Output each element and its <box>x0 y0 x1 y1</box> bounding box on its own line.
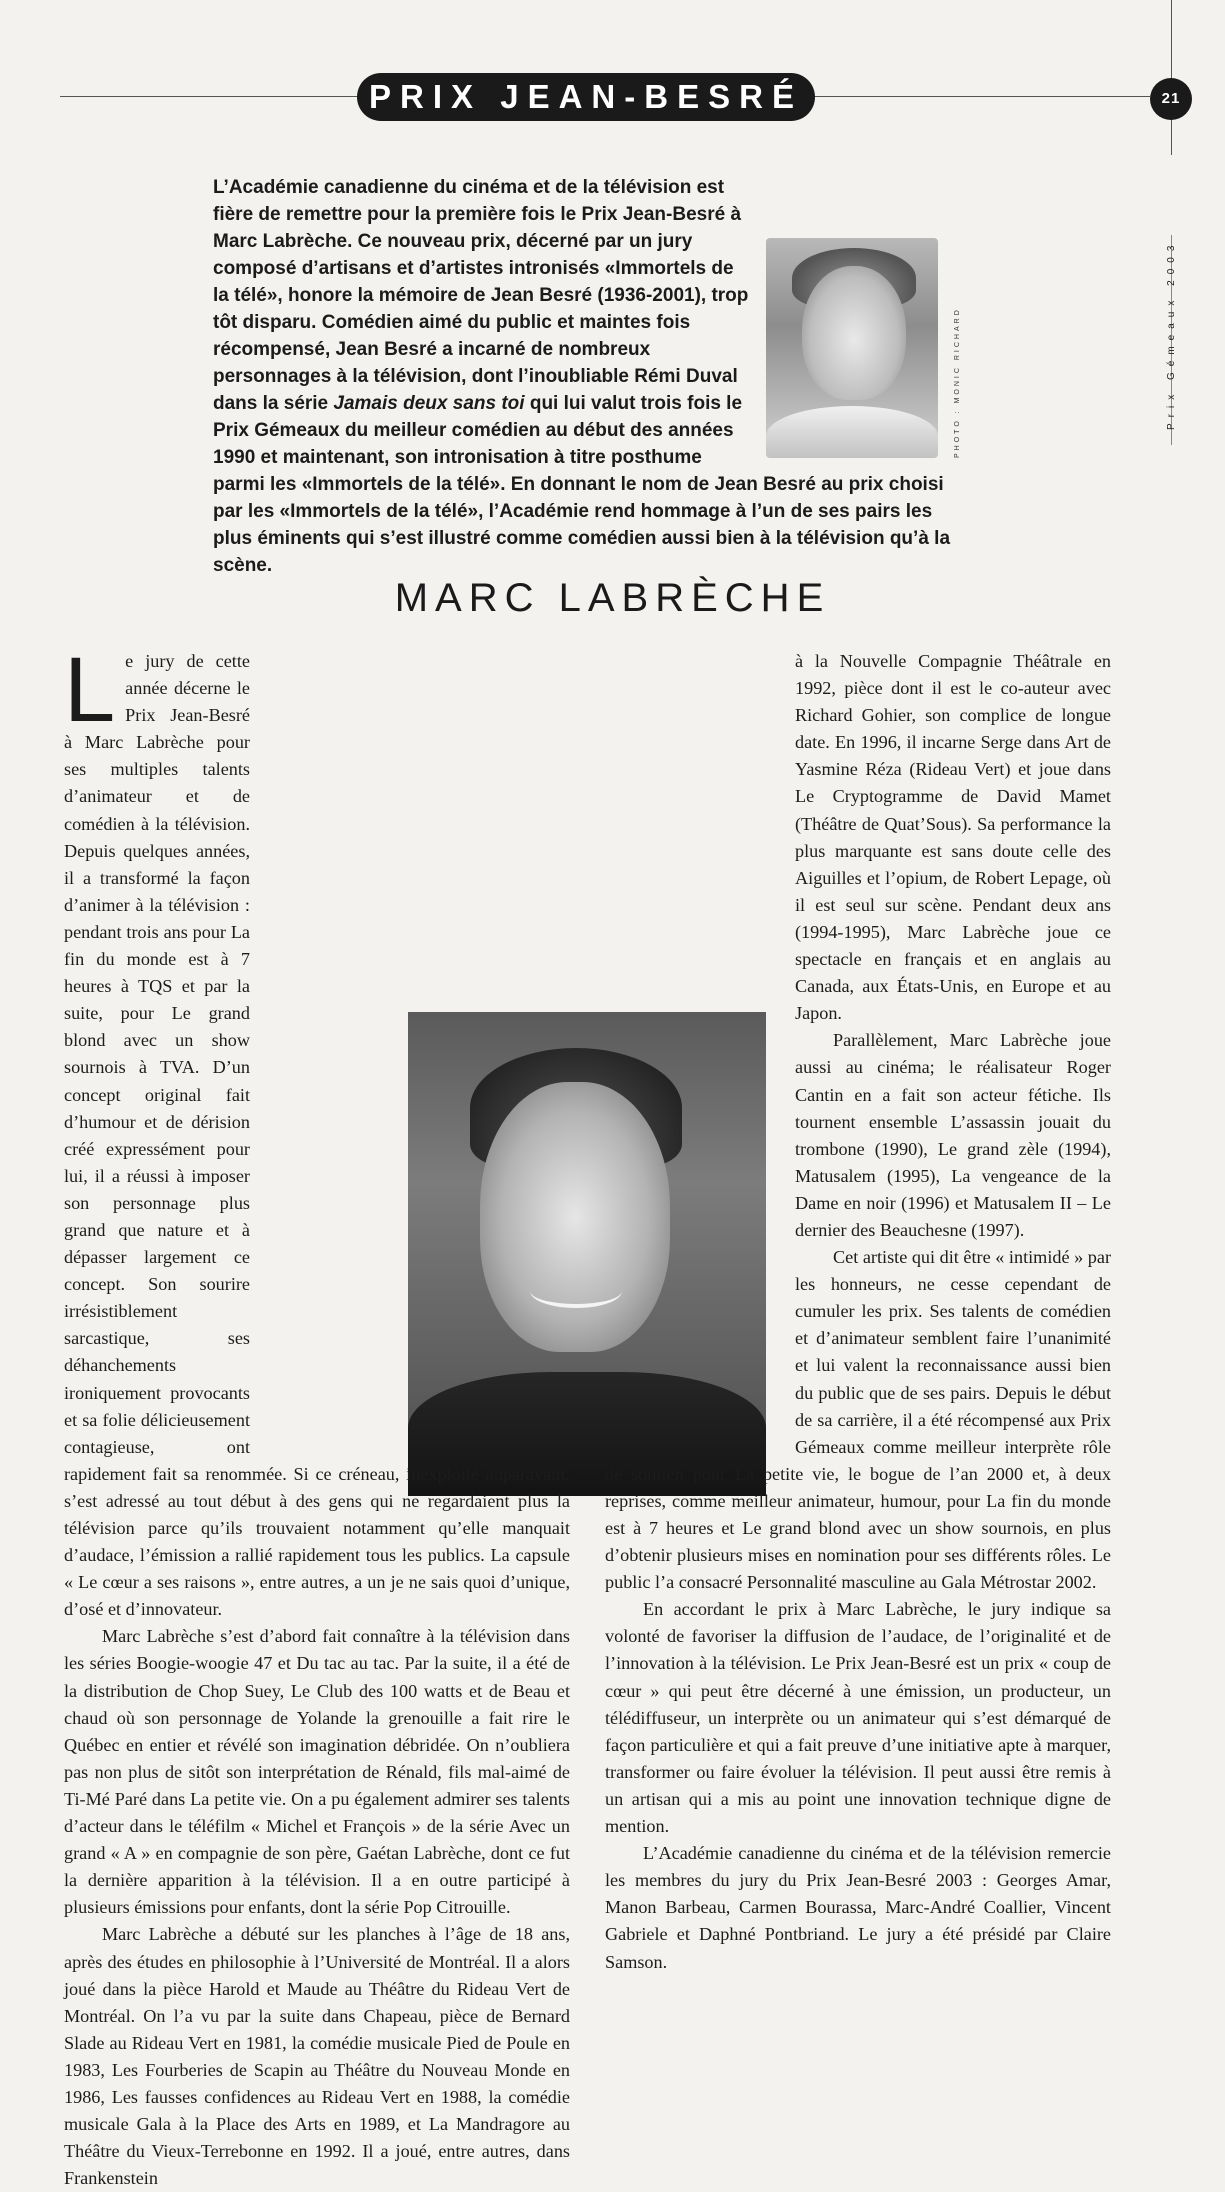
intro-paragraph <box>213 174 961 579</box>
header-rule-left <box>60 96 360 97</box>
article-paragraph: En accordant le prix à Marc Labrèche, le jury indique sa volonté de favoriser la diffusion de l’audace, de l’originalité et de l’innovation à la télévision. Le Prix Jean-Besré est un prix « coup de cœur » qui peut être décerné à une émission, un producteur, un télédiffuseur, un interprète ou un animateur qui s’est démarqué de façon particulière et qui a fait preuve d’une initiative apte à marquer, transformer ou faire évoluer la télévision. Il peut aussi être remis à un artisan qui a mis au point une innovation technique digne de mention. <box>605 1599 1111 1837</box>
jean-besre-photo <box>766 238 938 458</box>
article-paragraph: L’Académie canadienne du cinéma et de la télévision remercie les membres du jury du Prix Jean-Besré 2003 : Georges Amar, Manon Barbeau, Carmen Bourassa, Marc-André Coallier, Vincent Gabriele et Daphné Pontbriand. Le jury a été présidé par Claire Samson. <box>605 1843 1111 1972</box>
article-paragraph: Marc Labrèche a débuté sur les planches à l’âge de 18 ans, après des études en philosophie à l’Université de Montréal. Il a alors joué dans la pièce Harold et Maude au Théâtre du Rideau Vert de Montréal. On l’a vu par la suite dans Chapeau, pièce de Bernard Slade au Rideau Vert en 1981, la comédie musicale Pied de Poule en 1983, Les Fourberies de Scapin au Théâtre du Nouveau Monde en 1986, Les fausses confidences au Rideau Vert en 1988, la comédie musicale Gala à la Place des Arts en 1989, et La Mandragore au Théâtre du Vieux-Terrebonne en 1992. Il a joué, entre autres, dans Frankenstein <box>64 1924 570 2189</box>
article-paragraph: Parallèlement, Marc Labrèche joue aussi au cinéma; le réalisateur Roger Cantin en a fait son acteur fétiche. Ils tournent ensemble L’assassin jouait du trombone (1990), Le grand zèle (1994), Matusalem (1995), La vengeance de la Dame en noir (1996) et Matusalem II – Le dernier des Beauchesne (1997). <box>795 1030 1111 1240</box>
article-paragraph: Cet artiste qui dit être « intimidé » par les honneurs, ne cesse cependant de cumuler les prix. Ses talents de comédien et d’animateur semblent faire l’unanimité et lui valent la reconnaissance aussi bien du public que de ses pairs. Depuis le début de sa carrière, il a été récompensé aux Prix Gémeaux comme meilleur interprète rôle de soutien pour La petite vie, le bogue de l’an 2000 et, à deux reprises, comme meilleur animateur, humour, pour La fin du monde est à 7 heures et Le grand blond avec un show sournois, en plus d’obtenir plusieurs mises en nomination pour ses différents rôles. Le public l’a consacré Personnalité masculine au Gala Métrostar 2002. <box>605 1247 1111 1593</box>
page-number: 21 <box>1150 78 1192 120</box>
article-paragraph: Le jury de cette année décerne le Prix Jean-Besré à Marc Labrèche pour ses multiples talents d’animateur et de comédien à la télévision. Depuis quelques années, il a transformé la façon d’animer à la télévision : pendant trois ans pour La fin du monde est à 7 heures à TQS et par la suite, pour Le grand blond avec un show sournois à TVA. D’un concept original fait d’humour et de dérision créé expressément pour lui, il a réussi à imposer son personnage plus grand que nature et à dépasser largement ce concept. Son sourire irrésistiblement sarcastique, ses déhanchements ironiquement provocants et sa folie délicieusement contagieuse, ont rapidement fait sa renommée. Si ce créneau, inexploité auparavant, s’est adressé au tout début à des gens qui ne regardaient plus la télévision parce qu’ils trouvaient notamment qu’elle manquait d’audace, l’émission a rallié rapidement tous les publics. La capsule « Le cœur a ses raisons », entre autres, a un je ne sais quoi d’unique, d’osé et d’innovateur. <box>64 639 570 1620</box>
intro-text-part2: qui lui valut trois fois le Prix Gémeaux du meilleur comédien au début des années 1990 et maintenant, son intronisation à titre posthume parmi les «Immortels de la télé». En donnant le nom de Jean Besré au prix choisi par les «Immortels de la télé», l’Académie rend hommage à l’un de ses pairs les plus éminents qui s’est illustré comme comédien aussi bien à la télévision qu’à la scène. <box>213 393 951 576</box>
intro-series-title: Jamais deux sans toi <box>333 393 525 414</box>
article-paragraph: à la Nouvelle Compagnie Théâtrale en 1992, pièce dont il est le co-auteur avec Richard Gohier, son complice de longue date. En 1996, il incarne Serge dans Art de Yasmine Réza (Rideau Vert) et joue dans Le Cryptogramme de David Mamet (Théâtre de Quat’Sous). Sa performance la plus marquante est sans doute celle des Aiguilles et l’opium, de Robert Lepage, où il est seul sur scène. Pendant deux ans (1994-1995), Marc Labrèche joue ce spectacle en français et en anglais au Canada, aux États-Unis, en Europe et au Japon. <box>795 651 1111 1024</box>
section-title: PRIX JEAN-BESRÉ <box>357 73 815 121</box>
jean-besre-photo-block <box>766 238 961 464</box>
header-rule-right <box>810 96 1150 97</box>
article-column-right <box>605 648 1111 1976</box>
drop-cap: L <box>64 639 116 741</box>
publication-label: Prix Gémeaux 2003 <box>1166 239 1177 430</box>
intro-text-part1: L’Académie canadienne du cinéma et de la télévision est fière de remettre pour la première fois le Prix Jean-Besré à Marc Labrèche. Ce nouveau prix, décerné par un jury composé d’artisans et d’artistes intronisés «Immortels de la télé», honore la mémoire de Jean Besré (1936-2001), trop tôt disparu. Comédien aimé du public et maintes fois récompensé, Jean Besré a incarné de nombreux personnages à la télévision, dont l’inoubliable Rémi Duval dans la série <box>213 177 749 414</box>
article-paragraph: Marc Labrèche s’est d’abord fait connaître à la télévision dans les séries Boogie-woogie 47 et Du tac au tac. Par la suite, il a été de la distribution de Chop Suey, Le Club des 100 watts et de Beau et chaud où son personnage de Yolande la grenouille a fait rire le Québec en entier et révélé son imagination débridée. On n’oubliera pas non plus de sitôt son interprétation de Rénald, fils mal-aimé de Ti-Mé Paré dans La petite vie. On a pu également admirer ses talents d’acteur dans le téléfilm « Michel et François » de la série Avec un grand « A » en compagnie de son père, Gaétan Labrèche, dont ce fut la dernière apparition à la télévision. Il a en outre participé à plusieurs émissions pour enfants, dont la série Pop Citrouille. <box>64 1626 570 1918</box>
article-column-left <box>64 639 570 2192</box>
article-heading: MARC LABRÈCHE <box>394 576 831 620</box>
photo-credit: PHOTO : MONIC RICHARD <box>954 307 961 458</box>
